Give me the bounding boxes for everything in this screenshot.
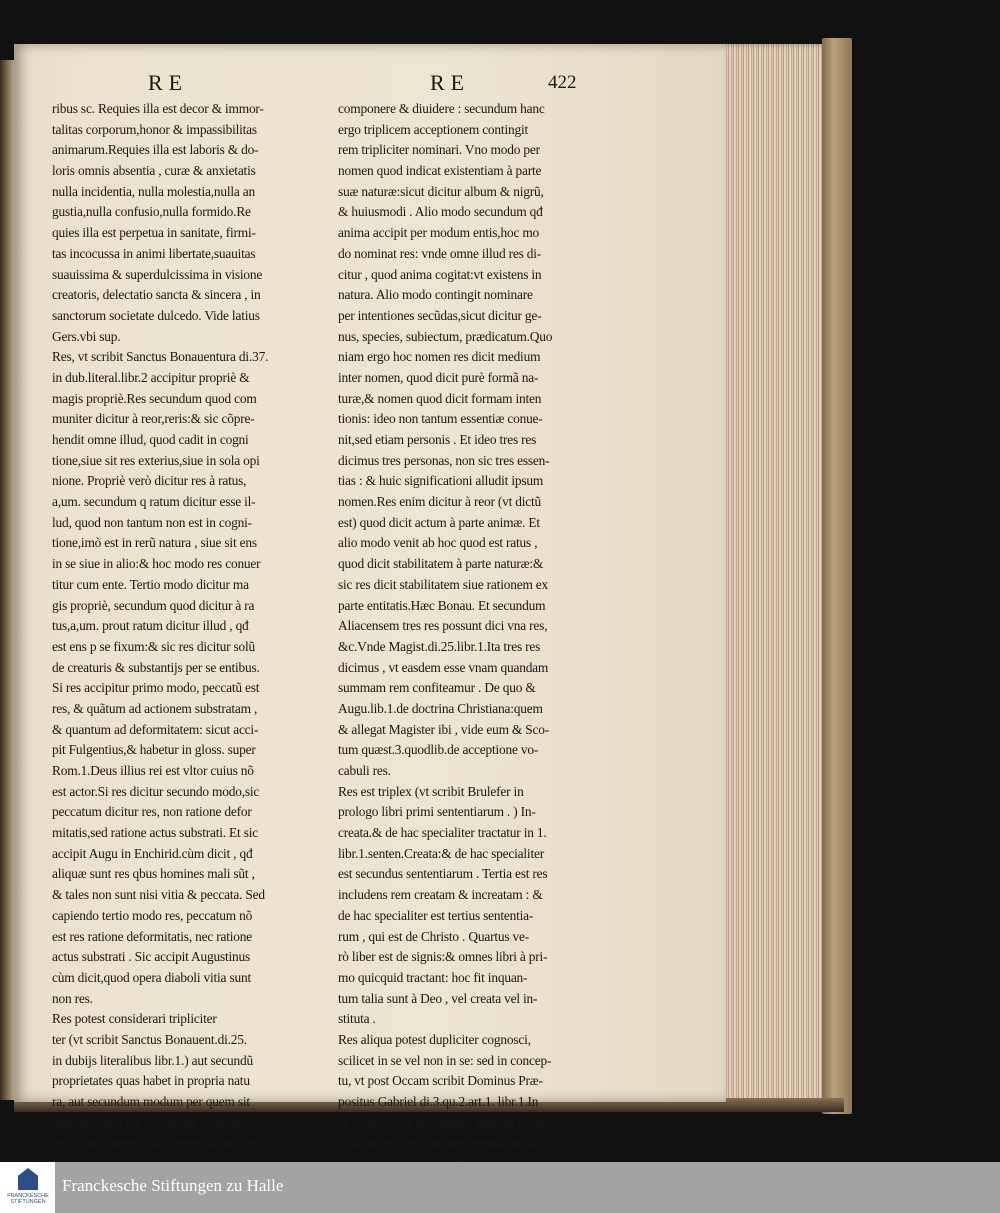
text-line: stituta . (338, 1011, 376, 1027)
text-line: nione. Propriè verò dicitur res à ratus, (52, 473, 247, 489)
text-line: a,um. secundum q ratum dicitur esse il- (52, 494, 256, 510)
running-head-right: RE (430, 70, 471, 95)
text-line: nomen quod indicat existentiam à parte (338, 163, 542, 179)
text-line: & quantum ad deformitatem: sicut acci- (52, 721, 259, 737)
text-line: nus, species, subiectum, prædicatum.Quo (338, 328, 553, 344)
text-line: dicimus tres personas, non sic tres essen- (338, 452, 550, 468)
text-line: do nominat res: vnde omne illud res di- (338, 245, 542, 261)
text-line: rem tripliciter nominari. Vno modo per (338, 142, 540, 158)
text-line: scilicet in se vel non in se: sed in concep- (338, 1052, 552, 1068)
text-line: mitatis,sed ratione actus substrati. Et sic (52, 825, 258, 841)
text-line: Res, vt scribit Sanctus Bonauentura di.37. (52, 349, 269, 365)
text-line: inter nomen, quod dicit purè formã na- (338, 369, 539, 385)
text-line: apud animam:aut secundum proprieta- (52, 1114, 252, 1130)
text-line: creata.& de hac specialiter tractatur in 1. (338, 825, 547, 841)
text-line: est actor.Si res dicitur secundo modo,sic (52, 783, 260, 799)
text-line: quies illa est perpetua in sanitate, firmi- (52, 225, 256, 241)
text-line: tione,imò est in rerũ natura , siue sit ens (52, 535, 257, 551)
text-line: componere & diuidere : secundum hanc (338, 101, 545, 116)
text-line: est ens p se fixum:& sic res dicitur solũ (52, 638, 256, 654)
text-line: niam ergo hoc nomen res dicit medium (338, 349, 541, 365)
text-line: in se siue in alio:& hoc modo res conuer (52, 556, 261, 572)
text-line: tu, vt post Occam scribit Dominus Præ- (338, 1073, 543, 1089)
text-line: ra, aut secundum modum per quem sit (52, 1094, 250, 1109)
text-line: nit,sed etiam personis . Et ideo tres res (338, 432, 537, 447)
text-line: lud, quod non tantum non est in cogni- (52, 514, 252, 530)
text-line: est secundus sententiarum . Tertia est res (338, 866, 548, 882)
text-line: non res. (52, 990, 93, 1006)
text-line: sanctorum societate dulcedo. Vide latius (52, 307, 260, 323)
text-line: ter (vt scribit Sanctus Bonauent.di.25. (52, 1031, 247, 1047)
building-icon (18, 1168, 38, 1190)
text-line: hendit omne illud, quod cadit in cogni (52, 432, 249, 447)
text-line: peccatum dicitur res, non ratione defor (52, 804, 252, 820)
text-line: summam rem confiteamur . De quo & (338, 680, 536, 696)
text-line: in dubijs literalibus libr.1.) aut secundũ (52, 1052, 253, 1068)
text-line: & allegat Magister ibi , vide eum & Sco- (338, 721, 550, 737)
text-line: prologo libri primi sententiarum . ) In- (338, 804, 536, 820)
text-line: nulla incidentia, nulla molestia,nulla an (52, 183, 256, 199)
text-line: alio modo venit ab hoc quod est ratus , (338, 535, 538, 551)
text-line: pit Fulgentius,& habetur in gloss. super (52, 742, 256, 758)
text-line: gustia,nulla confusio,nulla formido.Re (52, 204, 251, 220)
text-line: suauissima & superdulcissima in visione (52, 266, 263, 282)
text-line: de creaturis & substantijs per se entibus. (52, 659, 260, 675)
text-line: Aliacensem tres res possunt dici vna res, (338, 618, 548, 634)
text-line: tum talia sunt à Deo , vel creata vel in- (338, 990, 538, 1006)
book-cover-right (822, 38, 852, 1114)
text-line: se cognoscitur res quando ipsamet res & (338, 1114, 547, 1130)
text-line: Res potest considerari tripliciter (52, 1011, 217, 1027)
text-line: ergo triplicem acceptionem contingit (338, 121, 528, 137)
text-line: libr.1.senten.Creata:& de hac specialiter (338, 845, 544, 861)
text-line: & huiusmodi . Alio modo secundum qđ (338, 204, 543, 220)
text-line: tus,a,um. prout ratum dicitur illud , qđ (52, 618, 249, 634)
page-stack-edge (712, 44, 830, 1110)
text-line: capiendo tertio modo res, peccatum nõ (52, 907, 253, 923)
text-line: parte entitatis.Hæc Bonau. Et secundum (338, 597, 546, 613)
text-line: rò liber est de signis:& omnes libri à pri- (338, 949, 548, 965)
text-line: tias : & huic significationi alludit ipsum (338, 473, 544, 489)
page-number: 422 (548, 72, 577, 93)
text-line: positus Gabriel di.3.qu.2.art.1. libr.1.In (338, 1094, 539, 1109)
right-text-column (338, 99, 618, 1195)
text-line: gis propriè, secundum quod dicitur à ra (52, 597, 255, 613)
text-line: actus substrati . Sic accipit Augustinus (52, 949, 251, 965)
text-line: tum quæst.3.quodlib.de acceptione vo- (338, 742, 539, 758)
text-line: Gers.vbi sup. (52, 328, 121, 344)
text-line: proprietates quas habet in propria natu (52, 1073, 250, 1089)
text-line: natura. Alio modo contingit nominare (338, 287, 533, 303)
text-line: sic res dicit stabilitatem siue rationem ex (338, 576, 549, 592)
text-line: accipit Augu in Enchirid.cùm dicit , qđ (52, 845, 253, 861)
text-line: tionis: ideo non tantum essentiæ conue- (338, 411, 543, 427)
text-line: est res ratione deformitatis, nec ratione (52, 928, 253, 944)
text-line: res, & quãtum ad actionem substratam , (52, 700, 258, 716)
institution-name[interactable]: Franckesche Stiftungen zu Halle (62, 1176, 284, 1195)
text-line: Rom.1.Deus illius rei est vltor cuius nõ (52, 763, 254, 778)
text-line: &c.Vnde Magist.di.25.libr.1.Ita tres res (338, 638, 541, 654)
text-line: titur cum ente. Tertio modo dicitur ma (52, 576, 249, 592)
text-line: dicimus , vt easdem esse vnam quandam (338, 659, 549, 675)
text-line: ribus sc. Requies illa est decor & immor- (52, 101, 264, 116)
text-line: suæ naturæ:sicut dicitur album & nigrũ, (338, 183, 544, 199)
text-line: tione,siue sit res exterius,siue in sola opi (52, 452, 260, 468)
text-line: est) quod dicit actum à parte animæ. Et (338, 514, 540, 530)
text-line: per intentiones secũdas,sicut dicitur ge- (338, 307, 542, 323)
text-line: magis propriè.Res secundum quod com (52, 390, 257, 406)
text-line: creatoris, delectatio sancta & sincera , in (52, 287, 261, 303)
text-line: loris omnis absentia , curæ & anxietatis (52, 163, 256, 179)
text-line: talitas corporum,honor & impassibilitas (52, 121, 257, 137)
text-line: nihil ab ea re,vel ratione terminat actũ (338, 1135, 534, 1151)
left-text-column (52, 99, 328, 1175)
text-line: aliquæ sunt res qbus homines mali sũt , (52, 866, 255, 882)
text-line: & tales non sunt nisi vitia & peccata. Sed (52, 887, 265, 903)
text-line: in dub.literal.libr.2 accipitur propriè & (52, 369, 250, 385)
text-line: mo quicquid tractant: hoc fit inquan- (338, 969, 528, 985)
text-line: Si res accipitur primo modo, peccatũ est (52, 680, 260, 696)
text-line: Res est triplex (vt scribit Brulefer in (338, 783, 524, 799)
running-head-left: RE (148, 70, 189, 95)
text-line: Augu.lib.1.de doctrina Christiana:quem (338, 700, 543, 716)
text-line: animarum.Requies illa est laboris & do- (52, 142, 259, 158)
text-line: muniter dicitur à reor,reris:& sic cõpre- (52, 411, 255, 427)
institution-logo[interactable] (0, 1162, 55, 1213)
text-line: turæ,& nomen quod dicit formam inten (338, 390, 542, 406)
text-line: de hac specialiter est tertius sententia- (338, 907, 534, 923)
text-line: citur , quod anima cogitat:vt existens in (338, 266, 542, 282)
text-line: rum , qui est de Christo . Quartus ve- (338, 928, 529, 944)
text-line: cùm dicit,quod opera diaboli vitia sunt (52, 969, 251, 985)
text-line: cabuli res. (338, 763, 391, 778)
logo-wordmark: FRANCKESCHE STIFTUNGEN (7, 1193, 49, 1205)
text-line: quod dicit stabilitatem à parte naturæ:& (338, 556, 544, 572)
text-line: Res aliqua potest dupliciter cognosci, (338, 1031, 531, 1047)
text-line: tem communem, quæ inest ei ab actibus (52, 1135, 260, 1151)
text-line: tas incocussa in animi libertate,suauitas (52, 245, 256, 261)
text-line: includens rem creatam & increatam : & (338, 887, 543, 903)
text-line: anima accipit per modum entis,hoc mo (338, 225, 540, 241)
text-line: nomen.Res enim dicitur à reor (vt dictũ (338, 494, 542, 510)
